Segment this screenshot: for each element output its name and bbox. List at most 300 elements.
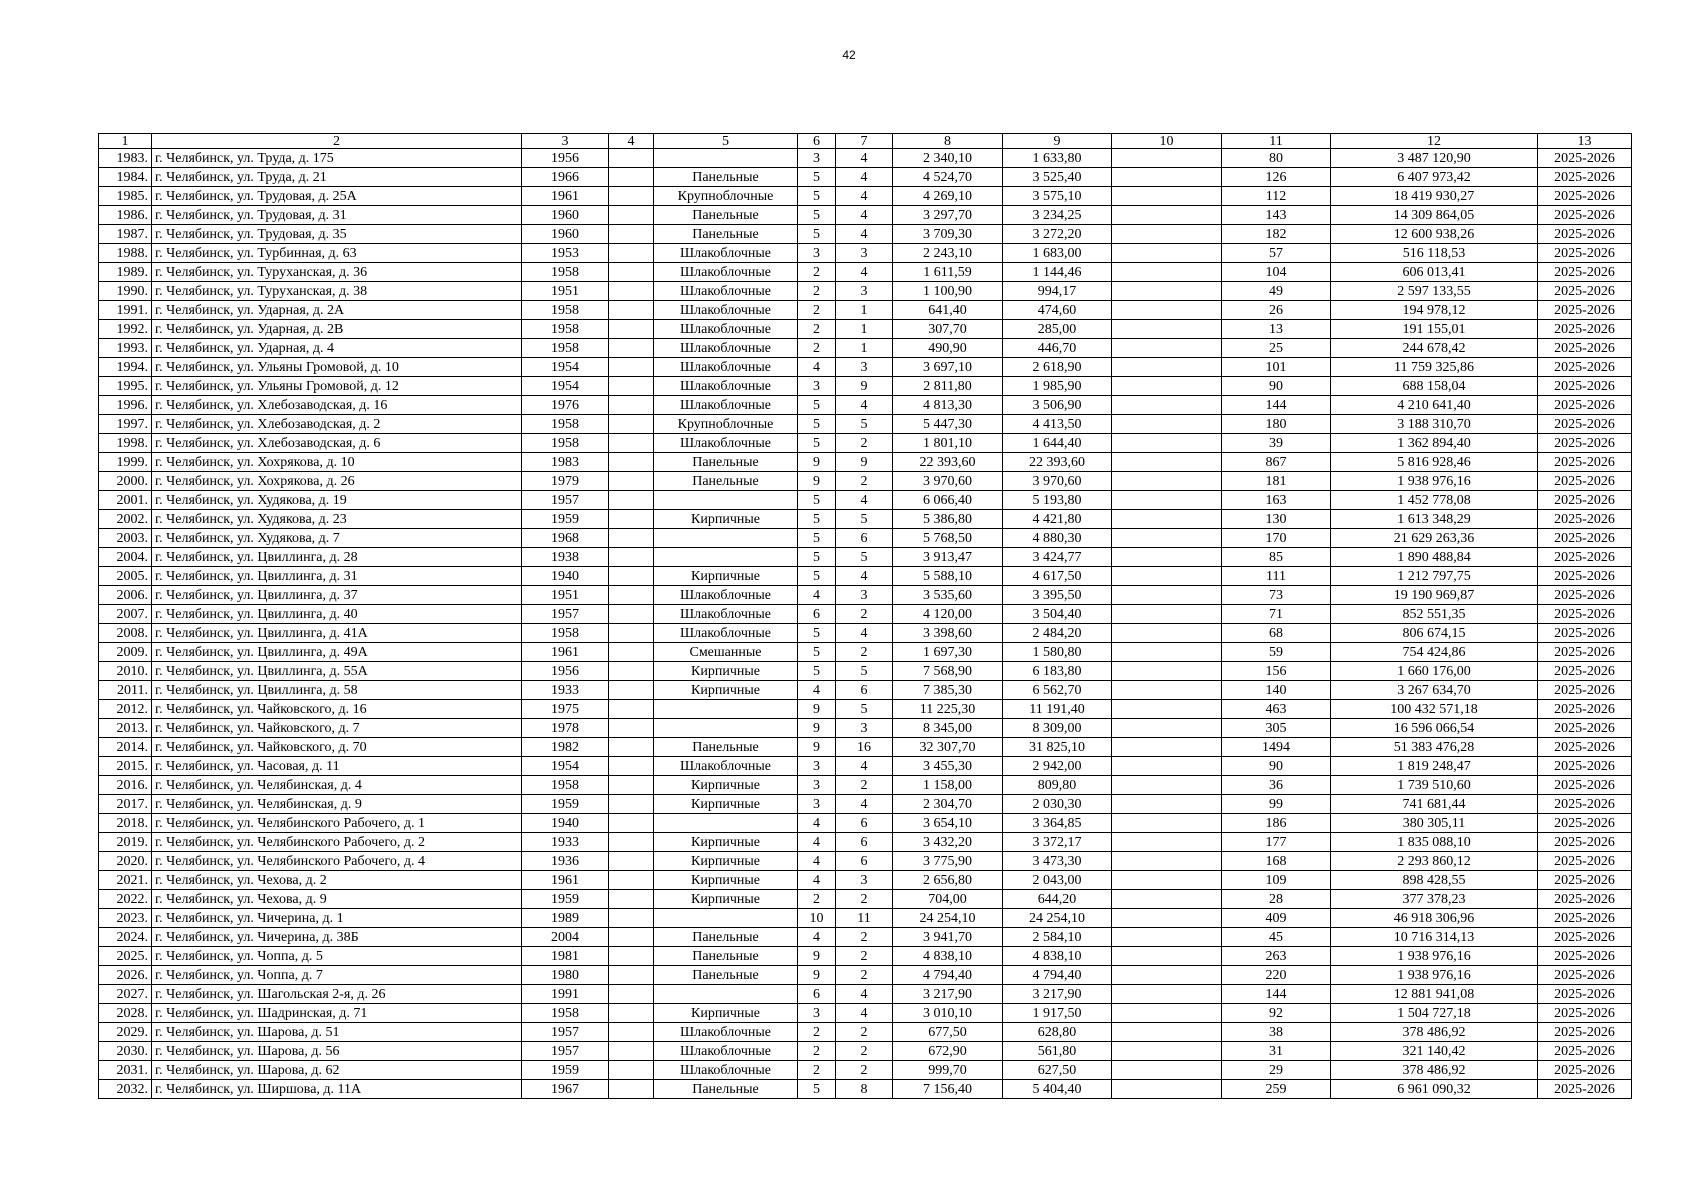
- cell-floors: 5: [798, 225, 836, 244]
- cell-year-built: 1956: [522, 662, 609, 681]
- cell-period: 2025-2026: [1538, 377, 1632, 396]
- cell-floors: 5: [798, 1080, 836, 1099]
- cell-year-built: 1958: [522, 776, 609, 795]
- cell-cost: 10 716 314,13: [1331, 928, 1538, 947]
- cell-living-area: 1 683,00: [1003, 244, 1112, 263]
- cell-wall-material: [654, 529, 798, 548]
- cell-row-number: 2027.: [99, 985, 152, 1004]
- cell-floors: 9: [798, 453, 836, 472]
- cell-row-number: 1986.: [99, 206, 152, 225]
- cell-row-number: 1991.: [99, 301, 152, 320]
- cell-col-10: [1112, 453, 1222, 472]
- cell-row-number: 2030.: [99, 1042, 152, 1061]
- cell-row-number: 2015.: [99, 757, 152, 776]
- cell-total-area: 8 345,00: [893, 719, 1003, 738]
- cell-cost: 11 759 325,86: [1331, 358, 1538, 377]
- cell-col-4: [609, 605, 654, 624]
- cell-wall-material: Шлакоблочные: [654, 320, 798, 339]
- table-row: [99, 529, 1632, 548]
- cell-col-4: [609, 814, 654, 833]
- cell-living-area: 1 985,90: [1003, 377, 1112, 396]
- cell-row-number: 2016.: [99, 776, 152, 795]
- cell-entrances: 2: [836, 472, 893, 491]
- cell-residents: 259: [1222, 1080, 1331, 1099]
- cell-year-built: 1958: [522, 415, 609, 434]
- cell-wall-material: Кирпичные: [654, 1004, 798, 1023]
- cell-col-4: [609, 282, 654, 301]
- cell-row-number: 2021.: [99, 871, 152, 890]
- cell-period: 2025-2026: [1538, 453, 1632, 472]
- cell-col-4: [609, 491, 654, 510]
- cell-col-4: [609, 985, 654, 1004]
- cell-wall-material: Шлакоблочные: [654, 757, 798, 776]
- cell-floors: 9: [798, 966, 836, 985]
- cell-year-built: 1933: [522, 681, 609, 700]
- cell-living-area: 3 575,10: [1003, 187, 1112, 206]
- cell-row-number: 2024.: [99, 928, 152, 947]
- cell-address: г. Челябинск, ул. Цвиллинга, д. 55А: [152, 662, 522, 681]
- cell-cost: 754 424,86: [1331, 643, 1538, 662]
- cell-col-4: [609, 149, 654, 168]
- cell-address: г. Челябинск, ул. Трудовая, д. 25А: [152, 187, 522, 206]
- cell-wall-material: Шлакоблочные: [654, 263, 798, 282]
- cell-address: г. Челябинск, ул. Труда, д. 175: [152, 149, 522, 168]
- cell-year-built: 1933: [522, 833, 609, 852]
- cell-residents: 45: [1222, 928, 1331, 947]
- cell-year-built: 1959: [522, 510, 609, 529]
- cell-residents: 109: [1222, 871, 1331, 890]
- cell-period: 2025-2026: [1538, 358, 1632, 377]
- cell-col-10: [1112, 624, 1222, 643]
- cell-year-built: 1979: [522, 472, 609, 491]
- cell-year-built: 1975: [522, 700, 609, 719]
- cell-residents: 220: [1222, 966, 1331, 985]
- cell-cost: 1 938 976,16: [1331, 947, 1538, 966]
- table-row: [99, 1042, 1632, 1061]
- cell-row-number: 2004.: [99, 548, 152, 567]
- cell-row-number: 1997.: [99, 415, 152, 434]
- cell-residents: 29: [1222, 1061, 1331, 1080]
- table-body: [99, 149, 1632, 1099]
- cell-address: г. Челябинск, ул. Чичерина, д. 38Б: [152, 928, 522, 947]
- cell-address: г. Челябинск, ул. Чайковского, д. 70: [152, 738, 522, 757]
- cell-period: 2025-2026: [1538, 605, 1632, 624]
- cell-residents: 409: [1222, 909, 1331, 928]
- cell-col-10: [1112, 814, 1222, 833]
- cell-col-4: [609, 1061, 654, 1080]
- table-row: [99, 890, 1632, 909]
- cell-col-4: [609, 339, 654, 358]
- cell-col-10: [1112, 871, 1222, 890]
- cell-cost: 378 486,92: [1331, 1061, 1538, 1080]
- cell-address: г. Челябинск, ул. Чайковского, д. 7: [152, 719, 522, 738]
- cell-cost: 3 487 120,90: [1331, 149, 1538, 168]
- cell-year-built: 1951: [522, 586, 609, 605]
- cell-col-10: [1112, 738, 1222, 757]
- cell-col-4: [609, 1004, 654, 1023]
- table-row: [99, 320, 1632, 339]
- cell-period: 2025-2026: [1538, 187, 1632, 206]
- cell-floors: 5: [798, 510, 836, 529]
- cell-total-area: 3 654,10: [893, 814, 1003, 833]
- cell-wall-material: Кирпичные: [654, 833, 798, 852]
- table-row: [99, 434, 1632, 453]
- cell-residents: 163: [1222, 491, 1331, 510]
- cell-cost: 6 961 090,32: [1331, 1080, 1538, 1099]
- cell-entrances: 3: [836, 282, 893, 301]
- cell-year-built: 1957: [522, 1042, 609, 1061]
- table-row: [99, 1004, 1632, 1023]
- cell-row-number: 2009.: [99, 643, 152, 662]
- cell-total-area: 2 243,10: [893, 244, 1003, 263]
- cell-cost: 194 978,12: [1331, 301, 1538, 320]
- cell-col-10: [1112, 1023, 1222, 1042]
- cell-year-built: 1951: [522, 282, 609, 301]
- cell-wall-material: Кирпичные: [654, 795, 798, 814]
- cell-entrances: 8: [836, 1080, 893, 1099]
- cell-floors: 5: [798, 529, 836, 548]
- cell-cost: 51 383 476,28: [1331, 738, 1538, 757]
- table-row: [99, 852, 1632, 871]
- cell-floors: 4: [798, 833, 836, 852]
- cell-wall-material: [654, 548, 798, 567]
- cell-residents: 143: [1222, 206, 1331, 225]
- cell-cost: 14 309 864,05: [1331, 206, 1538, 225]
- column-header: 8: [893, 134, 1003, 149]
- table-row: [99, 472, 1632, 491]
- cell-col-10: [1112, 339, 1222, 358]
- cell-col-4: [609, 871, 654, 890]
- cell-residents: 140: [1222, 681, 1331, 700]
- cell-address: г. Челябинск, ул. Челябинского Рабочего, д. 4: [152, 852, 522, 871]
- table-row: [99, 700, 1632, 719]
- cell-period: 2025-2026: [1538, 263, 1632, 282]
- cell-col-10: [1112, 301, 1222, 320]
- cell-cost: 1 819 248,47: [1331, 757, 1538, 776]
- column-header: 4: [609, 134, 654, 149]
- cell-total-area: 1 611,59: [893, 263, 1003, 282]
- cell-address: г. Челябинск, ул. Ширшова, д. 11А: [152, 1080, 522, 1099]
- cell-floors: 5: [798, 206, 836, 225]
- cell-living-area: 5 193,80: [1003, 491, 1112, 510]
- cell-col-4: [609, 738, 654, 757]
- cell-wall-material: Панельные: [654, 472, 798, 491]
- table-row: [99, 415, 1632, 434]
- cell-year-built: 1958: [522, 624, 609, 643]
- cell-address: г. Челябинск, ул. Туруханская, д. 36: [152, 263, 522, 282]
- cell-col-10: [1112, 985, 1222, 1004]
- table-row: [99, 1061, 1632, 1080]
- cell-total-area: 22 393,60: [893, 453, 1003, 472]
- cell-entrances: 4: [836, 567, 893, 586]
- cell-entrances: 9: [836, 377, 893, 396]
- cell-address: г. Челябинск, ул. Ударная, д. 2В: [152, 320, 522, 339]
- cell-cost: 321 140,42: [1331, 1042, 1538, 1061]
- cell-residents: 181: [1222, 472, 1331, 491]
- cell-entrances: 1: [836, 301, 893, 320]
- table-row: [99, 358, 1632, 377]
- cell-cost: 1 613 348,29: [1331, 510, 1538, 529]
- cell-entrances: 2: [836, 605, 893, 624]
- cell-cost: 1 938 976,16: [1331, 966, 1538, 985]
- cell-year-built: 1958: [522, 263, 609, 282]
- cell-total-area: 5 447,30: [893, 415, 1003, 434]
- cell-floors: 5: [798, 624, 836, 643]
- cell-total-area: 3 010,10: [893, 1004, 1003, 1023]
- cell-row-number: 2008.: [99, 624, 152, 643]
- cell-total-area: 32 307,70: [893, 738, 1003, 757]
- cell-address: г. Челябинск, ул. Хохрякова, д. 10: [152, 453, 522, 472]
- cell-total-area: 5 768,50: [893, 529, 1003, 548]
- cell-period: 2025-2026: [1538, 871, 1632, 890]
- cell-cost: 191 155,01: [1331, 320, 1538, 339]
- cell-address: г. Челябинск, ул. Челябинского Рабочего, д. 2: [152, 833, 522, 852]
- cell-col-10: [1112, 605, 1222, 624]
- cell-cost: 6 407 973,42: [1331, 168, 1538, 187]
- cell-year-built: 1959: [522, 1061, 609, 1080]
- table-row: [99, 1080, 1632, 1099]
- cell-wall-material: [654, 491, 798, 510]
- cell-wall-material: [654, 985, 798, 1004]
- cell-address: г. Челябинск, ул. Ульяны Громовой, д. 12: [152, 377, 522, 396]
- cell-wall-material: Шлакоблочные: [654, 1023, 798, 1042]
- cell-wall-material: Кирпичные: [654, 871, 798, 890]
- cell-col-4: [609, 263, 654, 282]
- cell-year-built: 1976: [522, 396, 609, 415]
- cell-year-built: 1980: [522, 966, 609, 985]
- cell-address: г. Челябинск, ул. Ударная, д. 2А: [152, 301, 522, 320]
- cell-floors: 5: [798, 491, 836, 510]
- cell-period: 2025-2026: [1538, 985, 1632, 1004]
- cell-period: 2025-2026: [1538, 491, 1632, 510]
- cell-row-number: 2000.: [99, 472, 152, 491]
- cell-living-area: 11 191,40: [1003, 700, 1112, 719]
- cell-row-number: 2026.: [99, 966, 152, 985]
- cell-row-number: 2028.: [99, 1004, 152, 1023]
- cell-col-10: [1112, 947, 1222, 966]
- cell-wall-material: [654, 700, 798, 719]
- table-row: [99, 947, 1632, 966]
- cell-row-number: 1989.: [99, 263, 152, 282]
- cell-col-10: [1112, 434, 1222, 453]
- cell-floors: 2: [798, 320, 836, 339]
- cell-floors: 2: [798, 282, 836, 301]
- cell-entrances: 4: [836, 263, 893, 282]
- cell-period: 2025-2026: [1538, 681, 1632, 700]
- cell-total-area: 11 225,30: [893, 700, 1003, 719]
- cell-living-area: 3 506,90: [1003, 396, 1112, 415]
- cell-col-10: [1112, 966, 1222, 985]
- cell-row-number: 2001.: [99, 491, 152, 510]
- cell-floors: 3: [798, 149, 836, 168]
- cell-floors: 6: [798, 605, 836, 624]
- cell-entrances: 5: [836, 415, 893, 434]
- cell-year-built: 1958: [522, 1004, 609, 1023]
- cell-living-area: 3 504,40: [1003, 605, 1112, 624]
- cell-living-area: 2 942,00: [1003, 757, 1112, 776]
- cell-col-4: [609, 510, 654, 529]
- cell-cost: 100 432 571,18: [1331, 700, 1538, 719]
- cell-col-10: [1112, 795, 1222, 814]
- cell-address: г. Челябинск, ул. Турбинная, д. 63: [152, 244, 522, 263]
- cell-period: 2025-2026: [1538, 928, 1632, 947]
- cell-floors: 2: [798, 301, 836, 320]
- table-row: [99, 681, 1632, 700]
- cell-cost: 12 881 941,08: [1331, 985, 1538, 1004]
- cell-year-built: 1958: [522, 301, 609, 320]
- cell-year-built: 1957: [522, 491, 609, 510]
- cell-floors: 9: [798, 947, 836, 966]
- cell-residents: 68: [1222, 624, 1331, 643]
- cell-living-area: 3 424,77: [1003, 548, 1112, 567]
- cell-year-built: 1983: [522, 453, 609, 472]
- cell-period: 2025-2026: [1538, 301, 1632, 320]
- cell-col-10: [1112, 415, 1222, 434]
- cell-period: 2025-2026: [1538, 586, 1632, 605]
- cell-period: 2025-2026: [1538, 244, 1632, 263]
- cell-floors: 9: [798, 700, 836, 719]
- cell-total-area: 4 813,30: [893, 396, 1003, 415]
- cell-entrances: 1: [836, 339, 893, 358]
- cell-col-4: [609, 890, 654, 909]
- cell-row-number: 2019.: [99, 833, 152, 852]
- cell-floors: 5: [798, 415, 836, 434]
- cell-period: 2025-2026: [1538, 415, 1632, 434]
- cell-col-10: [1112, 225, 1222, 244]
- cell-entrances: 5: [836, 510, 893, 529]
- cell-col-4: [609, 662, 654, 681]
- table-row: [99, 187, 1632, 206]
- cell-col-10: [1112, 187, 1222, 206]
- cell-wall-material: Кирпичные: [654, 890, 798, 909]
- cell-col-4: [609, 909, 654, 928]
- table-row: [99, 491, 1632, 510]
- cell-floors: 2: [798, 263, 836, 282]
- cell-row-number: 1994.: [99, 358, 152, 377]
- cell-year-built: 1957: [522, 605, 609, 624]
- cell-entrances: 2: [836, 928, 893, 947]
- cell-total-area: 641,40: [893, 301, 1003, 320]
- cell-period: 2025-2026: [1538, 1080, 1632, 1099]
- cell-row-number: 2032.: [99, 1080, 152, 1099]
- cell-col-4: [609, 434, 654, 453]
- cell-year-built: 1966: [522, 168, 609, 187]
- cell-col-4: [609, 206, 654, 225]
- cell-residents: 144: [1222, 396, 1331, 415]
- cell-address: г. Челябинск, ул. Шарова, д. 51: [152, 1023, 522, 1042]
- cell-floors: 9: [798, 719, 836, 738]
- cell-total-area: 5 386,80: [893, 510, 1003, 529]
- table-row: [99, 871, 1632, 890]
- cell-floors: 5: [798, 168, 836, 187]
- cell-total-area: 2 340,10: [893, 149, 1003, 168]
- cell-cost: 12 600 938,26: [1331, 225, 1538, 244]
- cell-col-10: [1112, 909, 1222, 928]
- cell-row-number: 1995.: [99, 377, 152, 396]
- cell-col-10: [1112, 833, 1222, 852]
- cell-address: г. Челябинск, ул. Худякова, д. 7: [152, 529, 522, 548]
- cell-living-area: 628,80: [1003, 1023, 1112, 1042]
- cell-col-10: [1112, 643, 1222, 662]
- cell-col-10: [1112, 377, 1222, 396]
- table-row: [99, 643, 1632, 662]
- cell-period: 2025-2026: [1538, 434, 1632, 453]
- cell-address: г. Челябинск, ул. Хохрякова, д. 26: [152, 472, 522, 491]
- cell-entrances: 1: [836, 320, 893, 339]
- cell-wall-material: [654, 719, 798, 738]
- cell-residents: 305: [1222, 719, 1331, 738]
- cell-period: 2025-2026: [1538, 1023, 1632, 1042]
- cell-address: г. Челябинск, ул. Челябинская, д. 4: [152, 776, 522, 795]
- cell-floors: 5: [798, 567, 836, 586]
- cell-wall-material: Панельные: [654, 928, 798, 947]
- cell-period: 2025-2026: [1538, 1042, 1632, 1061]
- cell-col-4: [609, 795, 654, 814]
- cell-address: г. Челябинск, ул. Шарова, д. 56: [152, 1042, 522, 1061]
- cell-col-4: [609, 776, 654, 795]
- cell-living-area: 285,00: [1003, 320, 1112, 339]
- cell-year-built: 1982: [522, 738, 609, 757]
- cell-period: 2025-2026: [1538, 947, 1632, 966]
- cell-period: 2025-2026: [1538, 282, 1632, 301]
- cell-floors: 3: [798, 1004, 836, 1023]
- cell-living-area: 1 644,40: [1003, 434, 1112, 453]
- cell-period: 2025-2026: [1538, 168, 1632, 187]
- cell-living-area: 4 617,50: [1003, 567, 1112, 586]
- cell-residents: 463: [1222, 700, 1331, 719]
- cell-row-number: 1985.: [99, 187, 152, 206]
- cell-entrances: 3: [836, 244, 893, 263]
- cell-address: г. Челябинск, ул. Чичерина, д. 1: [152, 909, 522, 928]
- cell-residents: 28: [1222, 890, 1331, 909]
- cell-cost: 16 596 066,54: [1331, 719, 1538, 738]
- cell-row-number: 2023.: [99, 909, 152, 928]
- cell-total-area: 3 217,90: [893, 985, 1003, 1004]
- cell-col-10: [1112, 149, 1222, 168]
- cell-period: 2025-2026: [1538, 757, 1632, 776]
- cell-period: 2025-2026: [1538, 225, 1632, 244]
- cell-living-area: 31 825,10: [1003, 738, 1112, 757]
- table-row: [99, 833, 1632, 852]
- cell-col-4: [609, 966, 654, 985]
- cell-wall-material: Кирпичные: [654, 567, 798, 586]
- cell-floors: 2: [798, 339, 836, 358]
- cell-entrances: 4: [836, 795, 893, 814]
- cell-entrances: 3: [836, 719, 893, 738]
- cell-living-area: 6 562,70: [1003, 681, 1112, 700]
- table-row: [99, 244, 1632, 263]
- table-row: [99, 757, 1632, 776]
- cell-wall-material: Панельные: [654, 738, 798, 757]
- cell-cost: 741 681,44: [1331, 795, 1538, 814]
- cell-total-area: 3 535,60: [893, 586, 1003, 605]
- cell-floors: 3: [798, 244, 836, 263]
- cell-entrances: 4: [836, 985, 893, 1004]
- cell-floors: 4: [798, 681, 836, 700]
- cell-total-area: 3 432,20: [893, 833, 1003, 852]
- cell-floors: 5: [798, 434, 836, 453]
- cell-wall-material: Шлакоблочные: [654, 396, 798, 415]
- cell-year-built: 1961: [522, 871, 609, 890]
- cell-entrances: 6: [836, 833, 893, 852]
- cell-period: 2025-2026: [1538, 510, 1632, 529]
- cell-year-built: 1936: [522, 852, 609, 871]
- cell-total-area: 4 524,70: [893, 168, 1003, 187]
- cell-entrances: 4: [836, 396, 893, 415]
- cell-total-area: 3 398,60: [893, 624, 1003, 643]
- cell-col-10: [1112, 529, 1222, 548]
- cell-living-area: 3 217,90: [1003, 985, 1112, 1004]
